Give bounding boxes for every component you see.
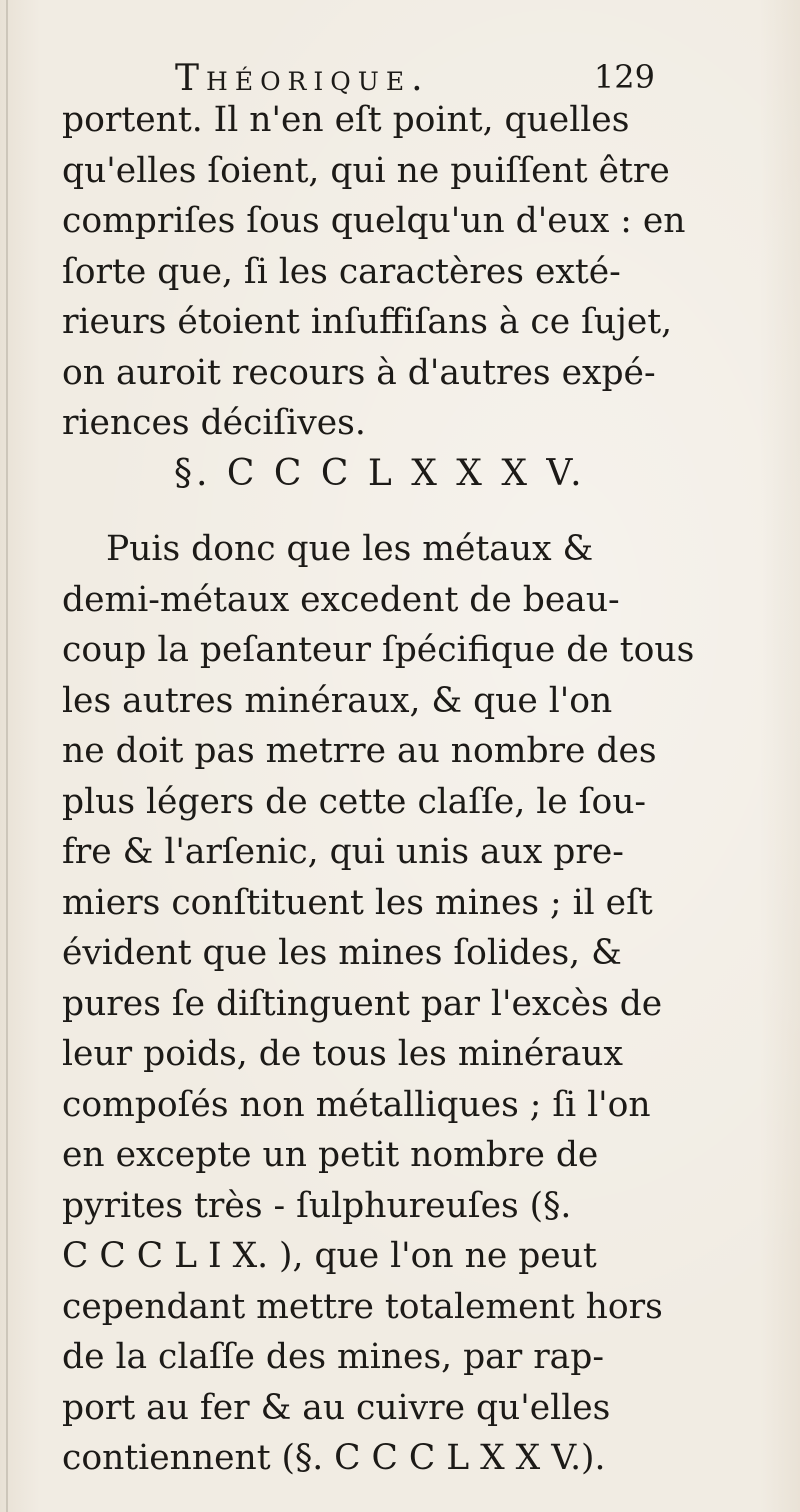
section-spacer xyxy=(62,499,662,524)
text-line: on auroit recours à d'autres expé- xyxy=(62,352,656,393)
text-line: rieurs étoient inſuffiſans à ce ſujet, xyxy=(62,302,673,342)
body-text xyxy=(62,95,695,1484)
text-line: pures ſe diſtinguent par l'excès de xyxy=(62,983,663,1024)
text-line: qu'elles ſoient, qui ne puiſſent être xyxy=(62,150,670,191)
text-line: ſorte que, ſi les caractères exté- xyxy=(62,251,621,292)
text-line: ne doit pas metrre au nombre des xyxy=(62,731,657,771)
page-number: 129 xyxy=(593,58,655,96)
text-line: compriſes ſous quelqu'un d'eux : en xyxy=(62,201,686,241)
text-line: fre & l'arſenic, qui unis aux pre- xyxy=(62,832,624,872)
text-line: Puis donc que les métaux & xyxy=(106,529,594,569)
text-line: contiennent (§. C C C L X X V.). xyxy=(62,1438,606,1478)
text-line: pyrites très - ſulphureuſes (§. xyxy=(62,1185,572,1226)
text-line: miers conſtituent les mines ; il eſt xyxy=(62,882,653,923)
text-line: compoſés non métalliques ; ſi l'on xyxy=(62,1084,651,1125)
text-line: C C C L I X. ), que l'on ne peut xyxy=(62,1236,597,1276)
text-line: coup la peſanteur ſpécifique de tous xyxy=(62,630,695,670)
text-line: riences déciſives. xyxy=(62,403,366,443)
page-gutter-edge xyxy=(6,0,8,1512)
text-line: en excepte un petit nombre de xyxy=(62,1135,599,1175)
text-line: portent. Il n'en eſt point, quelles xyxy=(62,100,630,140)
text-line: les autres minéraux, & que l'on xyxy=(62,680,613,721)
text-line: leur poids, de tous les minéraux xyxy=(62,1034,623,1074)
section-heading: §. C C C L X X X V. xyxy=(174,452,586,494)
text-line: demi-métaux excedent de beau- xyxy=(62,579,620,620)
text-line: de la claſſe des mines, par rap- xyxy=(62,1337,604,1377)
text-line: port au fer & au cuivre qu'elles xyxy=(62,1387,611,1428)
text-line: évident que les mines ſolides, & xyxy=(62,933,622,973)
text-line: plus légers de cette claſſe, le ſou- xyxy=(62,781,647,822)
text-line: cependant mettre totalement hors xyxy=(62,1286,663,1327)
running-head: Théorique. xyxy=(175,58,430,99)
